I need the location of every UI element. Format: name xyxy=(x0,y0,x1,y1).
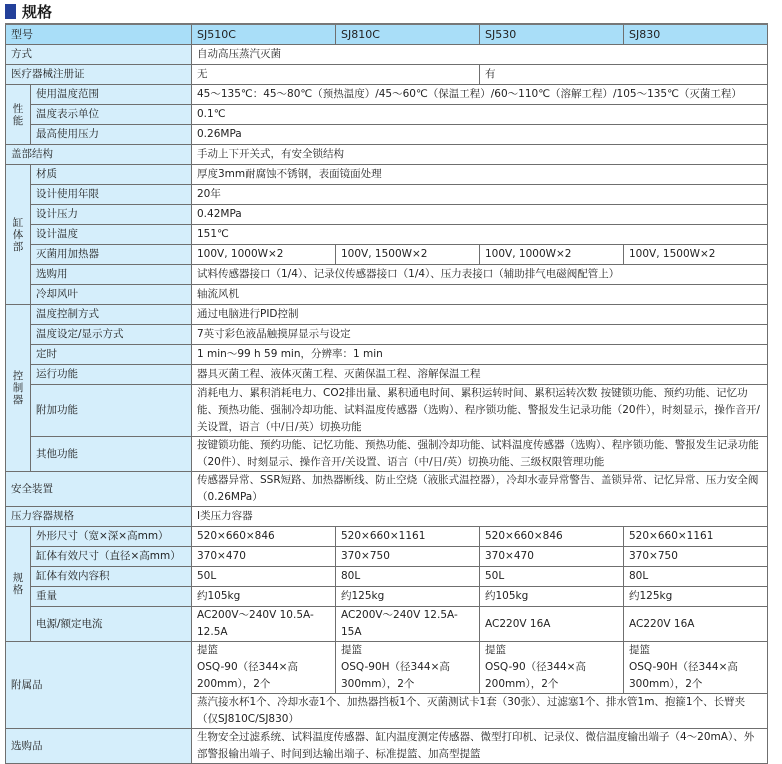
table-row xyxy=(6,205,768,225)
model-sj530: SJ530 xyxy=(480,24,624,45)
row-label: 温度表示单位 xyxy=(31,105,192,125)
table-row xyxy=(6,85,768,105)
table-row xyxy=(6,607,768,642)
table-row xyxy=(6,365,768,385)
row-label: 方式 xyxy=(6,45,192,65)
section-title xyxy=(5,2,52,20)
table-row xyxy=(6,185,768,205)
value-cell: 约105kg xyxy=(192,587,336,607)
model-sj510c: SJ510C xyxy=(192,24,336,45)
value-cell: 试料传感器接口（1/4）、记录仪传感器接口（1/4）、压力表接口（辅助排气电磁阀配管上） xyxy=(192,265,768,285)
row-label: 附属品 xyxy=(6,642,192,729)
table-row xyxy=(6,265,768,285)
table-row xyxy=(6,145,768,165)
value-cell: 自动高压蒸汽灭菌 xyxy=(192,45,768,65)
value-cell: 370×750 xyxy=(336,547,480,567)
group-label: 性 能 xyxy=(6,85,31,145)
value-cell: AC200V～240V 12.5A-15A xyxy=(336,607,480,642)
value-cell: 轴流风机 xyxy=(192,285,768,305)
value-cell: 约125kg xyxy=(336,587,480,607)
table-row xyxy=(6,165,768,185)
row-label: 选购品 xyxy=(6,729,192,764)
row-label: 温度控制方式 xyxy=(31,305,192,325)
value-cell: 提篮 OSQ-90H（径344×高300mm），2个 xyxy=(336,642,480,694)
value-cell: 50L xyxy=(192,567,336,587)
value-cell: 151℃ xyxy=(192,225,768,245)
value-cell: 提篮 OSQ-90（径344×高200mm），2个 xyxy=(192,642,336,694)
row-label: 缸体有效尺寸（直径×高mm） xyxy=(31,547,192,567)
value-cell: AC220V 16A xyxy=(480,607,624,642)
row-label: 安全装置 xyxy=(6,472,192,507)
value-cell: 520×660×1161 xyxy=(624,527,768,547)
value-cell: Ⅰ类压力容器 xyxy=(192,507,768,527)
value-cell: 按键锁功能、预约功能、记忆功能、预热功能、强制冷却功能、试料温度传感器（选购）、程序锁功能、警报发生记录功能（20件）、时刻显示、操作音开/关设置、语言（中/日/英）切换功能、三级权限管理功能 xyxy=(192,437,768,472)
header-label: 型号 xyxy=(6,24,192,45)
value-cell: 提篮 OSQ-90（径344×高200mm），2个 xyxy=(480,642,624,694)
table-row xyxy=(6,45,768,65)
row-label: 最高使用压力 xyxy=(31,125,192,145)
row-label: 选购用 xyxy=(31,265,192,285)
value-cell: 100V, 1000W×2 xyxy=(192,245,336,265)
table-row xyxy=(6,345,768,365)
group-label: 规 格 xyxy=(6,527,31,642)
value-cell: 20年 xyxy=(192,185,768,205)
value-cell: 0.1℃ xyxy=(192,105,768,125)
value-cell: 1 min～99 h 59 min，分辨率：1 min xyxy=(192,345,768,365)
value-cell: 约125kg xyxy=(624,587,768,607)
row-label: 材质 xyxy=(31,165,192,185)
table-row xyxy=(6,729,768,764)
value-cell: AC200V～240V 10.5A-12.5A xyxy=(192,607,336,642)
row-label: 灭菌用加热器 xyxy=(31,245,192,265)
value-cell: 厚度3mm耐腐蚀不锈钢，表面镜面处理 xyxy=(192,165,768,185)
value-cell: 520×660×1161 xyxy=(336,527,480,547)
value-cell: 通过电脑进行PID控制 xyxy=(192,305,768,325)
row-label: 使用温度范围 xyxy=(31,85,192,105)
table-row xyxy=(6,125,768,145)
table-row xyxy=(6,65,768,85)
header-row xyxy=(6,24,768,45)
row-label: 医疗器械注册证 xyxy=(6,65,192,85)
table-row xyxy=(6,507,768,527)
value-cell: 50L xyxy=(480,567,624,587)
value-cell: 消耗电力、累积消耗电力、CO2排出量、累积通电时间、累积运转时间、累积运转次数 按键锁功能、预约功能、记忆功能、预热功能、强制冷却功能、试料温度传感器（选购）、程序锁功能、警报发生记录功能（20件），时刻显示，操作音开/关设置，语言（中/日/英）切换功能 xyxy=(192,385,768,437)
table-row xyxy=(6,245,768,265)
row-label: 温度设定/显示方式 xyxy=(31,325,192,345)
value-cell: 传感器异常、SSR短路、加热器断线、防止空烧（液胀式温控器），冷却水壶异常警告、盖锁异常、记忆异常、压力安全阀（0.26MPa） xyxy=(192,472,768,507)
value-cell: 手动上下开关式，有安全锁结构 xyxy=(192,145,768,165)
model-sj830: SJ830 xyxy=(624,24,768,45)
value-cell: 100V, 1500W×2 xyxy=(336,245,480,265)
row-label: 压力容器规格 xyxy=(6,507,192,527)
value-cell: AC220V 16A xyxy=(624,607,768,642)
table-row xyxy=(6,642,768,694)
table-row xyxy=(6,437,768,472)
value-cell: 器具灭菌工程、液体灭菌工程、灭菌保温工程、溶解保温工程 xyxy=(192,365,768,385)
value-cell: 370×470 xyxy=(480,547,624,567)
value-cell: 370×750 xyxy=(624,547,768,567)
group-label: 缸 体 部 xyxy=(6,165,31,305)
title-marker-icon xyxy=(5,4,16,19)
value-cell: 520×660×846 xyxy=(192,527,336,547)
table-row xyxy=(6,325,768,345)
row-label: 其他功能 xyxy=(31,437,192,472)
row-label: 缸体有效内容积 xyxy=(31,567,192,587)
title-text: 规格 xyxy=(22,2,53,21)
row-label: 设计温度 xyxy=(31,225,192,245)
table-row xyxy=(6,285,768,305)
row-label: 重量 xyxy=(31,587,192,607)
table-row xyxy=(6,385,768,437)
row-label: 附加功能 xyxy=(31,385,192,437)
group-label: 控 制 器 xyxy=(6,305,31,472)
table-row xyxy=(6,472,768,507)
row-label: 设计使用年限 xyxy=(31,185,192,205)
value-cell: 无 xyxy=(192,65,480,85)
value-cell: 370×470 xyxy=(192,547,336,567)
value-cell: 45～135℃：45～80℃（预热温度）/45～60℃（保温工程）/60～110℃（溶解工程）/105～135℃（灭菌工程） xyxy=(192,85,768,105)
table-row xyxy=(6,105,768,125)
row-label: 运行功能 xyxy=(31,365,192,385)
row-label: 冷却风叶 xyxy=(31,285,192,305)
value-cell: 生物安全过滤系统、试料温度传感器、缸内温度测定传感器、微型打印机、记录仪、微信温度输出端子（4～20mA）、外部警报输出端子、时间到达输出端子、标准提篮、加高型提篮 xyxy=(192,729,768,764)
value-cell: 约105kg xyxy=(480,587,624,607)
value-cell: 100V, 1500W×2 xyxy=(624,245,768,265)
table-row xyxy=(6,567,768,587)
value-cell: 提篮 OSQ-90H（径344×高300mm），2个 xyxy=(624,642,768,694)
row-label: 定时 xyxy=(31,345,192,365)
row-label: 盖部结构 xyxy=(6,145,192,165)
table-row xyxy=(6,305,768,325)
value-cell: 80L xyxy=(336,567,480,587)
value-cell: 蒸汽接水杯1个、冷却水壶1个、加热器挡板1个、灭菌测试卡1套（30张）、过滤塞1个、排水管1m、抱箍1个、长臂夹（仅SJ810C/SJ830） xyxy=(192,694,768,729)
model-sj810c: SJ810C xyxy=(336,24,480,45)
value-cell: 80L xyxy=(624,567,768,587)
value-cell: 100V, 1000W×2 xyxy=(480,245,624,265)
row-label: 电源/额定电流 xyxy=(31,607,192,642)
value-cell: 有 xyxy=(480,65,768,85)
value-cell: 520×660×846 xyxy=(480,527,624,547)
value-cell: 7英寸彩色液晶触摸屏显示与设定 xyxy=(192,325,768,345)
row-label: 外形尺寸（宽×深×高mm） xyxy=(31,527,192,547)
value-cell: 0.26MPa xyxy=(192,125,768,145)
table-row xyxy=(6,225,768,245)
row-label: 设计压力 xyxy=(31,205,192,225)
spec-table xyxy=(5,23,768,764)
table-row xyxy=(6,547,768,567)
table-row xyxy=(6,527,768,547)
table-row xyxy=(6,587,768,607)
value-cell: 0.42MPa xyxy=(192,205,768,225)
